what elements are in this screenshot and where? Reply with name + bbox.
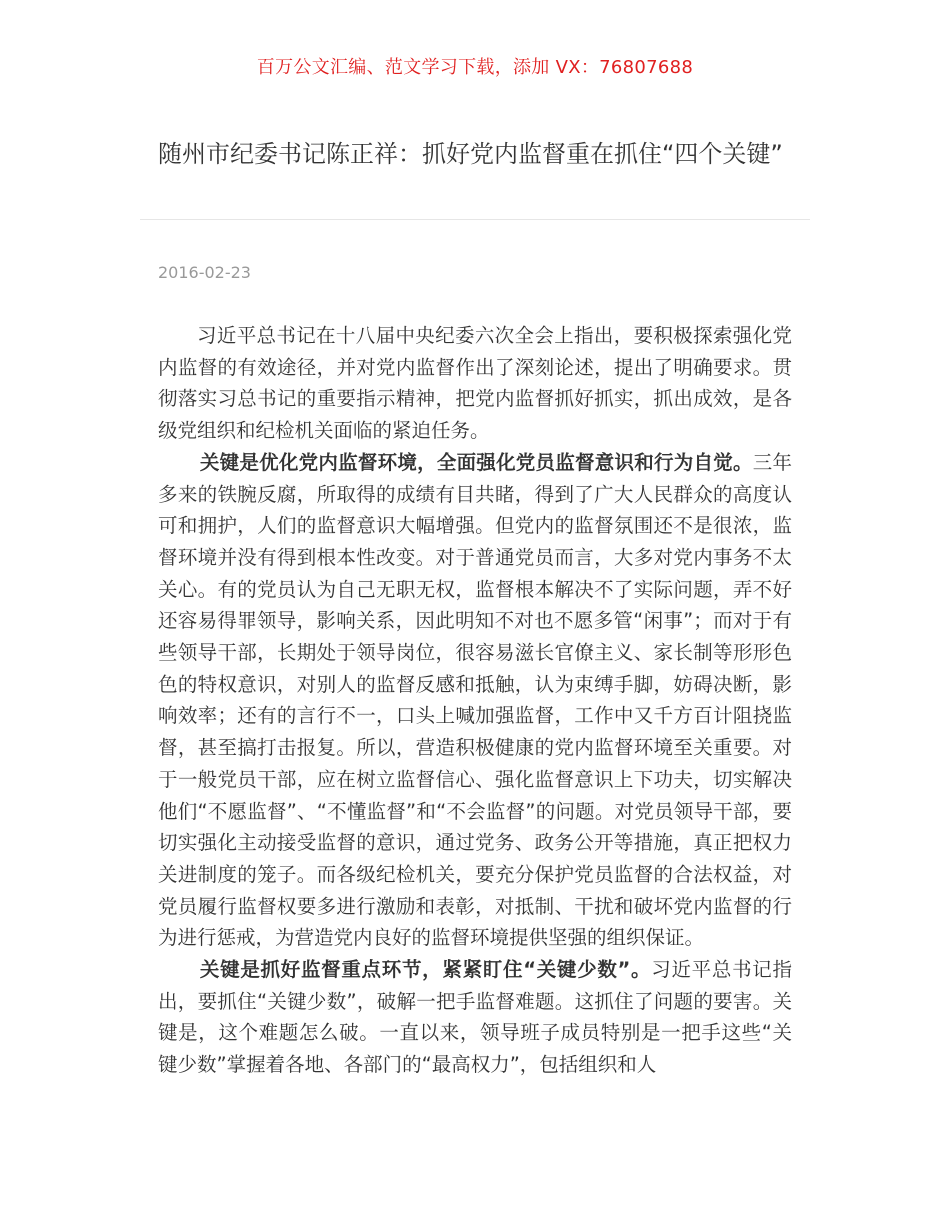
title-divider (140, 219, 810, 220)
paragraph-lead: 关键是优化党内监督环境，全面强化党员监督意识和行为自觉。 (199, 450, 753, 474)
publish-date: 2016-02-23 (158, 263, 251, 282)
paragraph-text: 三年多来的铁腕反腐，所取得的成绩有目共睹，得到了广大人民群众的高度认可和拥护，人们的监督意识大幅增强。但党内的监督氛围还不是很浓，监督环境并没有得到根本性改变。对于普通党员而言，大多对党内事务不太关心。有的党员认为自己无职无权，监督根本解决不了实际问题，弄不好还容易得罪领导，影响关系，因此明知不对也不愿多管“闲事”；而对于有些领导干部，长期处于领导岗位，很容易滋长官僚主义、家长制等形形色色的特权意识，对别人的监督反感和抵触，认为束缚手脚，妨碍决断，影响效率；还有的言行不一，口头上喊加强监督，工作中又千方百计阻挠监督，甚至搞打击报复。所以，营造积极健康的党内监督环境至关重要。对于一般党员干部，应在树立监督信心、强化监督意识上下功夫，切实解决他们“不愿监督”、“不懂监督”和“不会监督”的问题。对党员领导干部，要切实强化主动接受监督的意识，通过党务、政务公开等措施，真正把权力关进制度的笼子。而各级纪检机关，要充分保护党员监督的合法权益，对党员履行监督权要多进行激励和表彰，对抵制、干扰和破坏党内监督的行为进行惩戒，为营造党内良好的监督环境提供坚强的组织保证。 (158, 450, 792, 950)
paragraph-text: 习近平总书记在十八届中央纪委六次全会上指出，要积极探索强化党内监督的有效途径，并对党内监督作出了深刻论述，提出了明确要求。贯彻落实习总书记的重要指示精神，把党内监督抓好抓实，抓出成效，是各级党组织和纪检机关面临的紧迫任务。 (158, 324, 792, 443)
watermark-banner: 百万公文汇编、范文学习下载，添加 VX：76807688 (256, 57, 694, 78)
paragraph (158, 954, 792, 1081)
paragraph (158, 320, 792, 447)
paragraph (158, 447, 792, 954)
paragraph-lead: 关键是抓好监督重点环节，紧紧盯住“关键少数”。 (199, 958, 652, 982)
paragraph-text: 习近平总书记指出，要抓住“关键少数”，破解一把手监督难题。这抓住了问题的要害。关键是，这个难题怎么破。一直以来，领导班子成员特别是一把手这些“关键少数”掌握着各地、各部门的“最高权力”，包括组织和人 (158, 958, 792, 1077)
article-title: 随州市纪委书记陈正祥：抓好党内监督重在抓住“四个关键” (158, 140, 783, 168)
article-body (158, 320, 792, 1081)
